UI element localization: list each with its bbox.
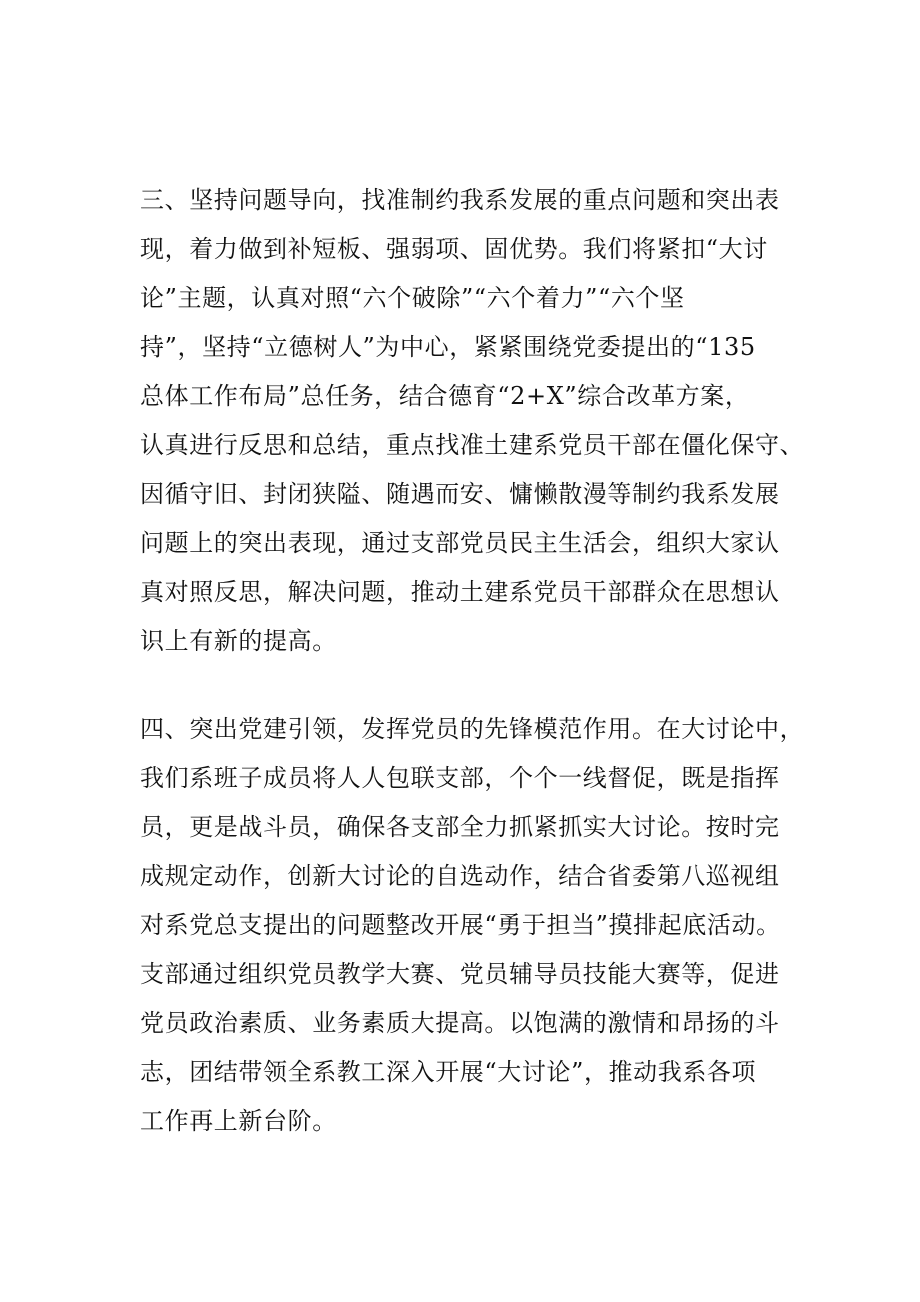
text-line: 问题上的突出表现，通过支部党员民主生活会，组织大家认 xyxy=(140,529,780,557)
text-line: 现，着力做到补短板、强弱项、固优势。我们将紧扣“大讨 xyxy=(140,235,768,263)
text-line: 支部通过组织党员教学大赛、党员辅导员技能大赛等，促进 xyxy=(140,960,780,988)
text-line: 对系党总支提出的问题整改开展“勇于担当”摸排起底活动。 xyxy=(140,911,781,939)
text-line: 四、突出党建引领，发挥党员的先锋模范作用。在大讨论中， xyxy=(140,715,805,743)
text-line: 持”，坚持“立德树人”为中心，紧紧围绕党委提出的“135 xyxy=(140,333,756,361)
text-line: 因循守旧、封闭狭隘、随遇而安、慵懒散漫等制约我系发展 xyxy=(140,480,780,508)
text-line: 党员政治素质、业务素质大提高。以饱满的激情和昂扬的斗 xyxy=(140,1009,780,1037)
text-line: 真对照反思，解决问题，推动土建系党员干部群众在思想认 xyxy=(140,578,780,606)
text-line: 我们系班子成员将人人包联支部，个个一线督促，既是指挥 xyxy=(140,764,780,792)
paragraph-three xyxy=(140,176,805,666)
text-line: 总体工作布局”总任务，结合德育“2+X”综合改革方案， xyxy=(140,382,750,410)
paragraph-four xyxy=(140,705,805,1146)
text-line: 认真进行反思和总结，重点找准土建系党员干部在僵化保守、 xyxy=(140,431,805,459)
text-line: 员，更是战斗员，确保各支部全力抓紧抓实大讨论。按时完 xyxy=(140,813,780,841)
text-line: 成规定动作，创新大讨论的自选动作，结合省委第八巡视组 xyxy=(140,862,780,890)
text-line: 工作再上新台阶。 xyxy=(140,1107,337,1135)
text-line: 论”主题，认真对照“六个破除”“六个着力”“六个坚 xyxy=(140,284,685,312)
text-line: 识上有新的提高。 xyxy=(140,627,337,655)
text-line: 志，团结带领全系教工深入开展“大讨论”，推动我系各项 xyxy=(140,1058,757,1086)
text-line: 三、坚持问题导向，找准制约我系发展的重点问题和突出表 xyxy=(140,186,780,214)
